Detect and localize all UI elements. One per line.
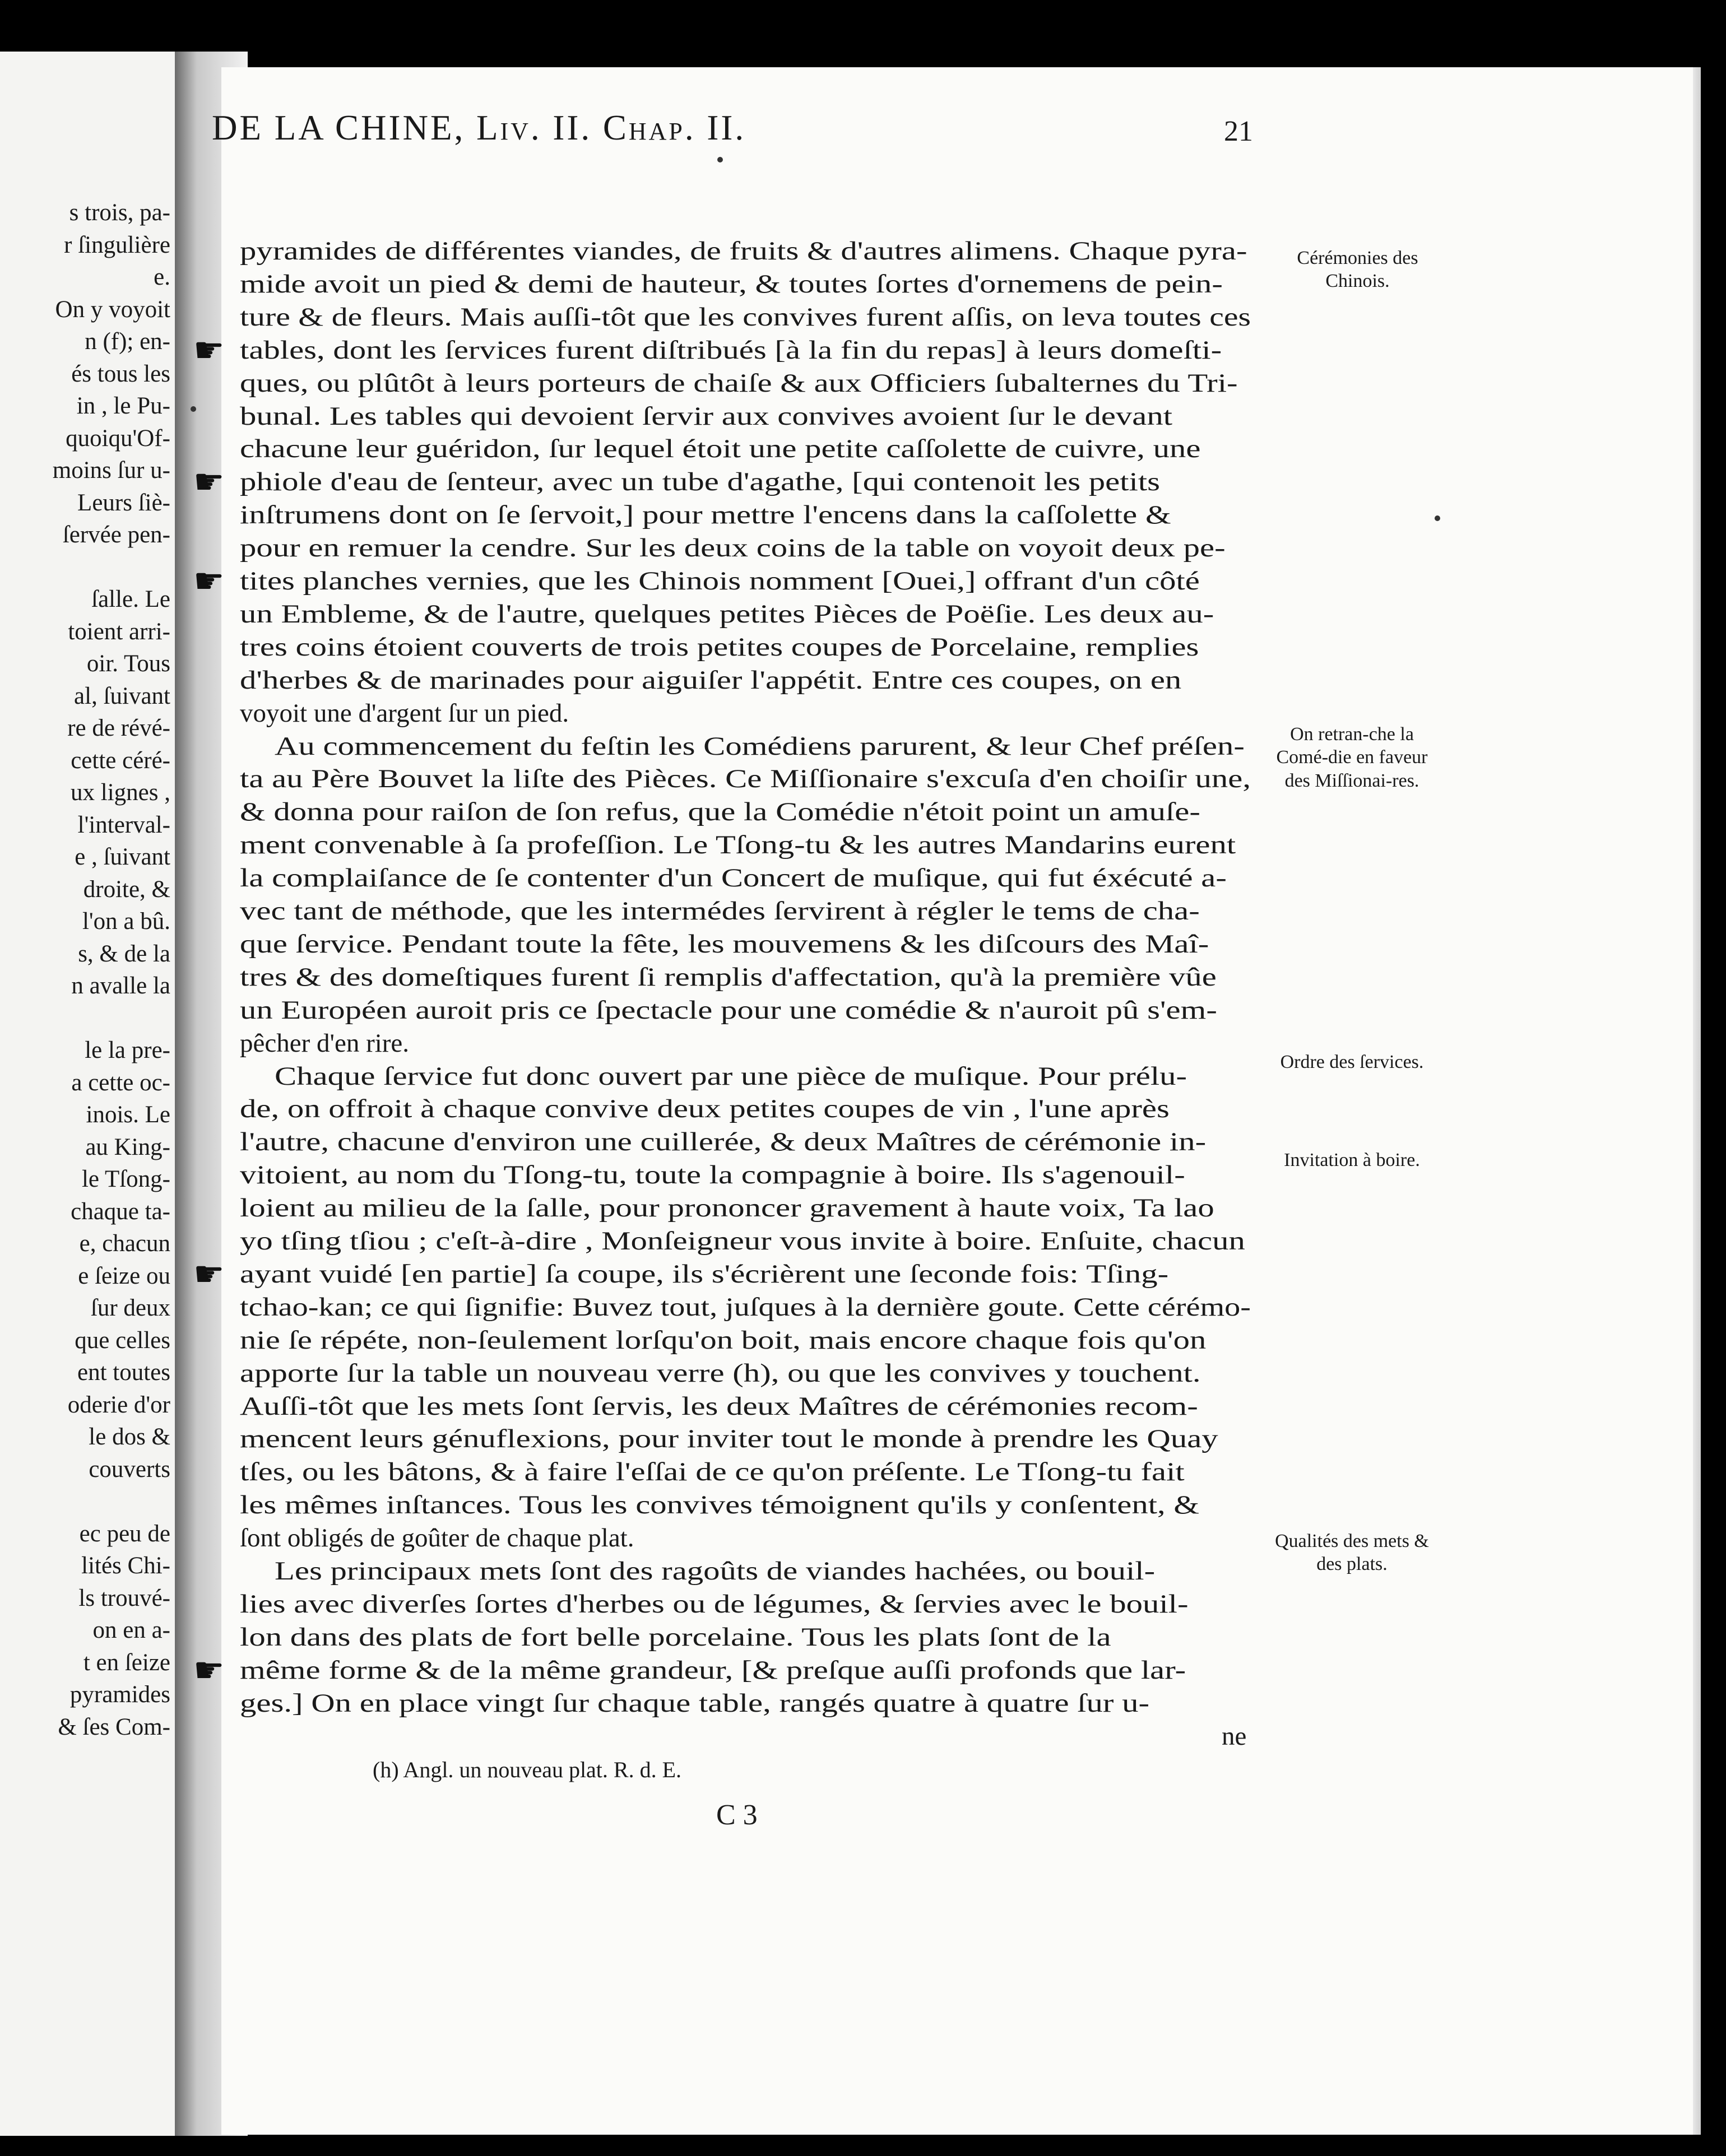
text-line: ayant vuidé [en partie] ſa coupe, ils s'écrièrent une ſeconde fois: Tſing- — [240, 1259, 1169, 1289]
left-page-line: ſervée pen- — [62, 522, 170, 548]
page-number: 21 — [1224, 115, 1253, 147]
left-page-line: cette céré- — [71, 747, 170, 774]
margin-note: Invitation à boire. — [1284, 1150, 1420, 1170]
text-line: la complaiſance de ſe contenter d'un Concert de muſique, qui fut éxécuté a- — [240, 863, 1227, 893]
text-line: vec tant de méthode, que les intermédes ſervirent à régler le tems de cha- — [240, 896, 1200, 926]
left-page-line: moins ſur u- — [52, 457, 170, 484]
text-line: ment convenable à ſa profeſſion. Le Tſong-tu & les autres Mandarins eurent — [240, 830, 1236, 860]
left-page-line: Leurs ſiè- — [77, 489, 170, 516]
text-line: tites planches vernies, que les Chinois nomment [Ouei,] offrant d'un côté — [240, 566, 1200, 596]
left-page-line: le dos & — [89, 1424, 170, 1450]
text-line: tſes, ou les bâtons, & à faire l'eſſai de ce qu'on préſente. Le Tſong-tu fait — [240, 1457, 1185, 1487]
left-page-line: l'on a bû. — [82, 908, 170, 935]
left-page-line: a cette oc- — [71, 1069, 170, 1096]
pointing-hand-icon: ☛ — [193, 463, 225, 502]
left-page-line: pyramides — [69, 1681, 170, 1708]
text-line: Au commencement du feſtin les Comédiens parurent, & leur Chef préſen- — [275, 731, 1245, 761]
text-line: ſont obligés de goûter de chaque plat. — [240, 1523, 634, 1553]
ink-dot — [1435, 515, 1440, 521]
left-page-line: inois. Le — [86, 1102, 170, 1128]
left-page-line: e , ſuivant — [75, 844, 170, 870]
text-line: tres & des domeſtiques furent ſi remplis d'affectation, qu'à la première vûe — [240, 962, 1217, 992]
text-line: chacune leur guéridon, ſur lequel étoit une petite caſſolette de cuivre, une — [240, 434, 1201, 464]
text-line: tchao-kan; ce qui ſignifie: Buvez tout, juſques à la dernière goute. Cette cérémo- — [240, 1292, 1251, 1322]
pointing-hand-icon: ☛ — [193, 1255, 225, 1294]
left-page-line: droite, & — [83, 876, 170, 903]
text-line: pêcher d'en rire. — [240, 1028, 410, 1058]
text-line: ges.] On en place vingt ſur chaque table, rangés quatre à quatre ſur u- — [240, 1688, 1150, 1718]
signature-mark: C 3 — [716, 1799, 758, 1831]
text-line: tres coins étoient couverts de trois petites coupes de Porcelaine, remplies — [240, 632, 1199, 662]
text-line: de, on offroit à chaque convive deux petites coupes de vin , l'une après — [240, 1094, 1170, 1124]
ink-dot — [717, 157, 723, 162]
left-page-line: ec peu de — [79, 1520, 170, 1547]
left-page-line: ſur deux — [90, 1295, 170, 1321]
left-page-line: re de révé- — [67, 715, 170, 741]
text-line: & donna pour raiſon de ſon refus, que la Comédie n'étoit point un amuſe- — [240, 797, 1200, 827]
text-line: voyoit une d'argent ſur un pied. — [240, 698, 569, 728]
text-line: un Européen auroit pris ce ſpectacle pour une comédie & n'auroit pû s'em- — [240, 995, 1217, 1025]
text-line: l'autre, chacune d'environ une cuillerée, & deux Maîtres de cérémonie in- — [240, 1127, 1207, 1157]
pointing-hand-icon: ☛ — [193, 563, 225, 601]
left-page-line: e. — [154, 264, 170, 290]
text-line: les mêmes inſtances. Tous les convives témoignent qu'ils y conſentent, & — [240, 1490, 1200, 1520]
text-line: yo tſing tſiou ; c'eſt-à-dire , Monſeigneur vous invite à boire. Enſuite, chacun — [240, 1226, 1245, 1256]
pointing-hand-icon: ☛ — [193, 331, 225, 370]
page-edge — [1693, 67, 1701, 2135]
text-line: lies avec diverſes ſortes d'herbes ou de légumes, & ſervies avec le bouil- — [240, 1589, 1189, 1619]
left-page-line: oir. Tous — [86, 650, 170, 677]
footnote: (h) Angl. un nouveau plat. R. d. E. — [373, 1757, 682, 1782]
left-page-line: on en a- — [92, 1617, 170, 1643]
left-page-line: le la pre- — [85, 1037, 170, 1063]
left-page-line: On y voyoit — [55, 296, 170, 323]
margin-note: Qualités des mets & des plats. — [1275, 1531, 1429, 1575]
left-page-line: & ſes Com- — [58, 1713, 170, 1740]
text-line: pyramides de différentes viandes, de fruits & d'autres alimens. Chaque pyra- — [240, 236, 1247, 266]
left-page-line: lités Chi- — [81, 1553, 170, 1579]
running-head: DE LA CHINE, Liv. II. Chap. II. — [212, 108, 746, 147]
left-page-line: ent toutes — [77, 1359, 170, 1386]
text-line: loient au milieu de la ſalle, pour prononcer gravement à haute voix, Ta lao — [240, 1193, 1214, 1223]
left-page-line: chaque ta- — [71, 1198, 170, 1225]
text-line: mide avoit un pied & demi de hauteur, & toutes ſortes d'ornemens de pein- — [240, 269, 1223, 299]
left-page-line: le Tſong- — [81, 1166, 170, 1192]
text-line: d'herbes & de marinades pour aiguiſer l'appétit. Entre ces coupes, on en — [240, 665, 1182, 695]
text-line: ta au Père Bouvet la liſte des Pièces. Ce Miſſionaire s'excuſa d'en choiſir une, — [240, 764, 1251, 794]
left-page-line: és tous les — [71, 360, 170, 387]
text-line: que ſervice. Pendant toute la fête, les mouvemens & les diſcours des Maî- — [240, 929, 1209, 959]
text-line: Les principaux mets ſont des ragoûts de viandes hachées, ou bouil- — [275, 1556, 1156, 1586]
left-page-line: e, chacun — [79, 1230, 170, 1257]
text-line: inſtrumens dont on ſe ſervoit,] pour mettre l'encens dans la caſſolette & — [240, 500, 1171, 530]
left-page-line: r ſingulière — [64, 231, 170, 258]
left-page-line: s trois, pa- — [69, 199, 170, 226]
left-page-line: n avalle la — [71, 973, 170, 999]
left-page-line: s, & de la — [78, 940, 170, 967]
left-page-line: ſalle. Le — [91, 586, 170, 612]
text-line: nie ſe répéte, non-ſeulement lorſqu'on boit, mais encore chaque fois qu'on — [240, 1325, 1207, 1355]
pointing-hand-icon: ☛ — [193, 1651, 225, 1690]
left-page-line: e ſeize ou — [78, 1262, 170, 1289]
text-line: ques, ou plûtôt à leurs porteurs de chaiſe & aux Officiers ſubalternes du Tri- — [240, 368, 1238, 398]
text-line: apporte ſur la table un nouveau verre (h), ou que les convives y touchent. — [240, 1358, 1201, 1388]
left-page-line: in , le Pu- — [76, 393, 170, 419]
left-page-line: oderie d'or — [67, 1391, 170, 1418]
text-line: Chaque ſervice fut donc ouvert par une pièce de muſique. Pour prélu- — [275, 1061, 1187, 1091]
left-page-line: n (f); en- — [85, 328, 170, 355]
text-line: Auſſi-tôt que les mets ſont ſervis, les deux Maîtres de cérémonies recom- — [240, 1391, 1198, 1421]
left-facing-page — [0, 52, 180, 2136]
margin-note: On retran-che la Comé-die en faveur des Miſſionai-res. — [1276, 724, 1428, 791]
left-page-line: toient arri- — [68, 618, 170, 645]
ink-dot — [191, 406, 196, 412]
left-page-line: couverts — [89, 1456, 170, 1483]
text-line: même forme & de la même grandeur, [& preſque auſſi profonds que lar- — [240, 1655, 1186, 1685]
text-line: pour en remuer la cendre. Sur les deux coins de la table on voyoit deux pe- — [240, 533, 1226, 563]
text-line: mencent leurs génuflexions, pour inviter tout le monde à prendre les Quay — [240, 1424, 1218, 1454]
left-page-line: au King- — [85, 1133, 170, 1160]
margin-note: Ordre des ſervices. — [1280, 1052, 1424, 1072]
text-line: un Embleme, & de l'autre, quelques petites Pièces de Poëſie. Les deux au- — [240, 599, 1214, 629]
text-line: ne — [1222, 1721, 1247, 1751]
left-page-line: al, ſuivant — [74, 682, 170, 709]
margin-note: Cérémonies des Chinois. — [1297, 248, 1418, 292]
text-line: lon dans des plats de fort belle porcelaine. Tous les plats ſont de la — [240, 1622, 1111, 1652]
left-page-line: ls trouvé- — [78, 1585, 170, 1611]
text-line: phiole d'eau de ſenteur, avec un tube d'agathe, [qui contenoit les petits — [240, 467, 1161, 497]
left-page-line: que celles — [75, 1327, 170, 1354]
left-page-line: ux lignes , — [71, 779, 170, 806]
left-page-line: l'interval- — [77, 811, 170, 838]
left-page-line: quoiqu'Of- — [66, 425, 170, 452]
text-line: tables, dont les ſervices furent diſtribués [à la fin du repas] à leurs domeſti- — [240, 335, 1222, 365]
text-line: bunal. Les tables qui devoient ſervir aux convives avoient ſur le devant — [240, 401, 1173, 431]
text-line: ture & de fleurs. Mais auſſi-tôt que les convives furent aſſis, on leva toutes ces — [240, 302, 1251, 332]
text-line: vitoient, au nom du Tſong-tu, toute la compagnie à boire. Ils s'agenouil- — [240, 1160, 1185, 1190]
left-page-line: t en ſeize — [83, 1649, 170, 1676]
